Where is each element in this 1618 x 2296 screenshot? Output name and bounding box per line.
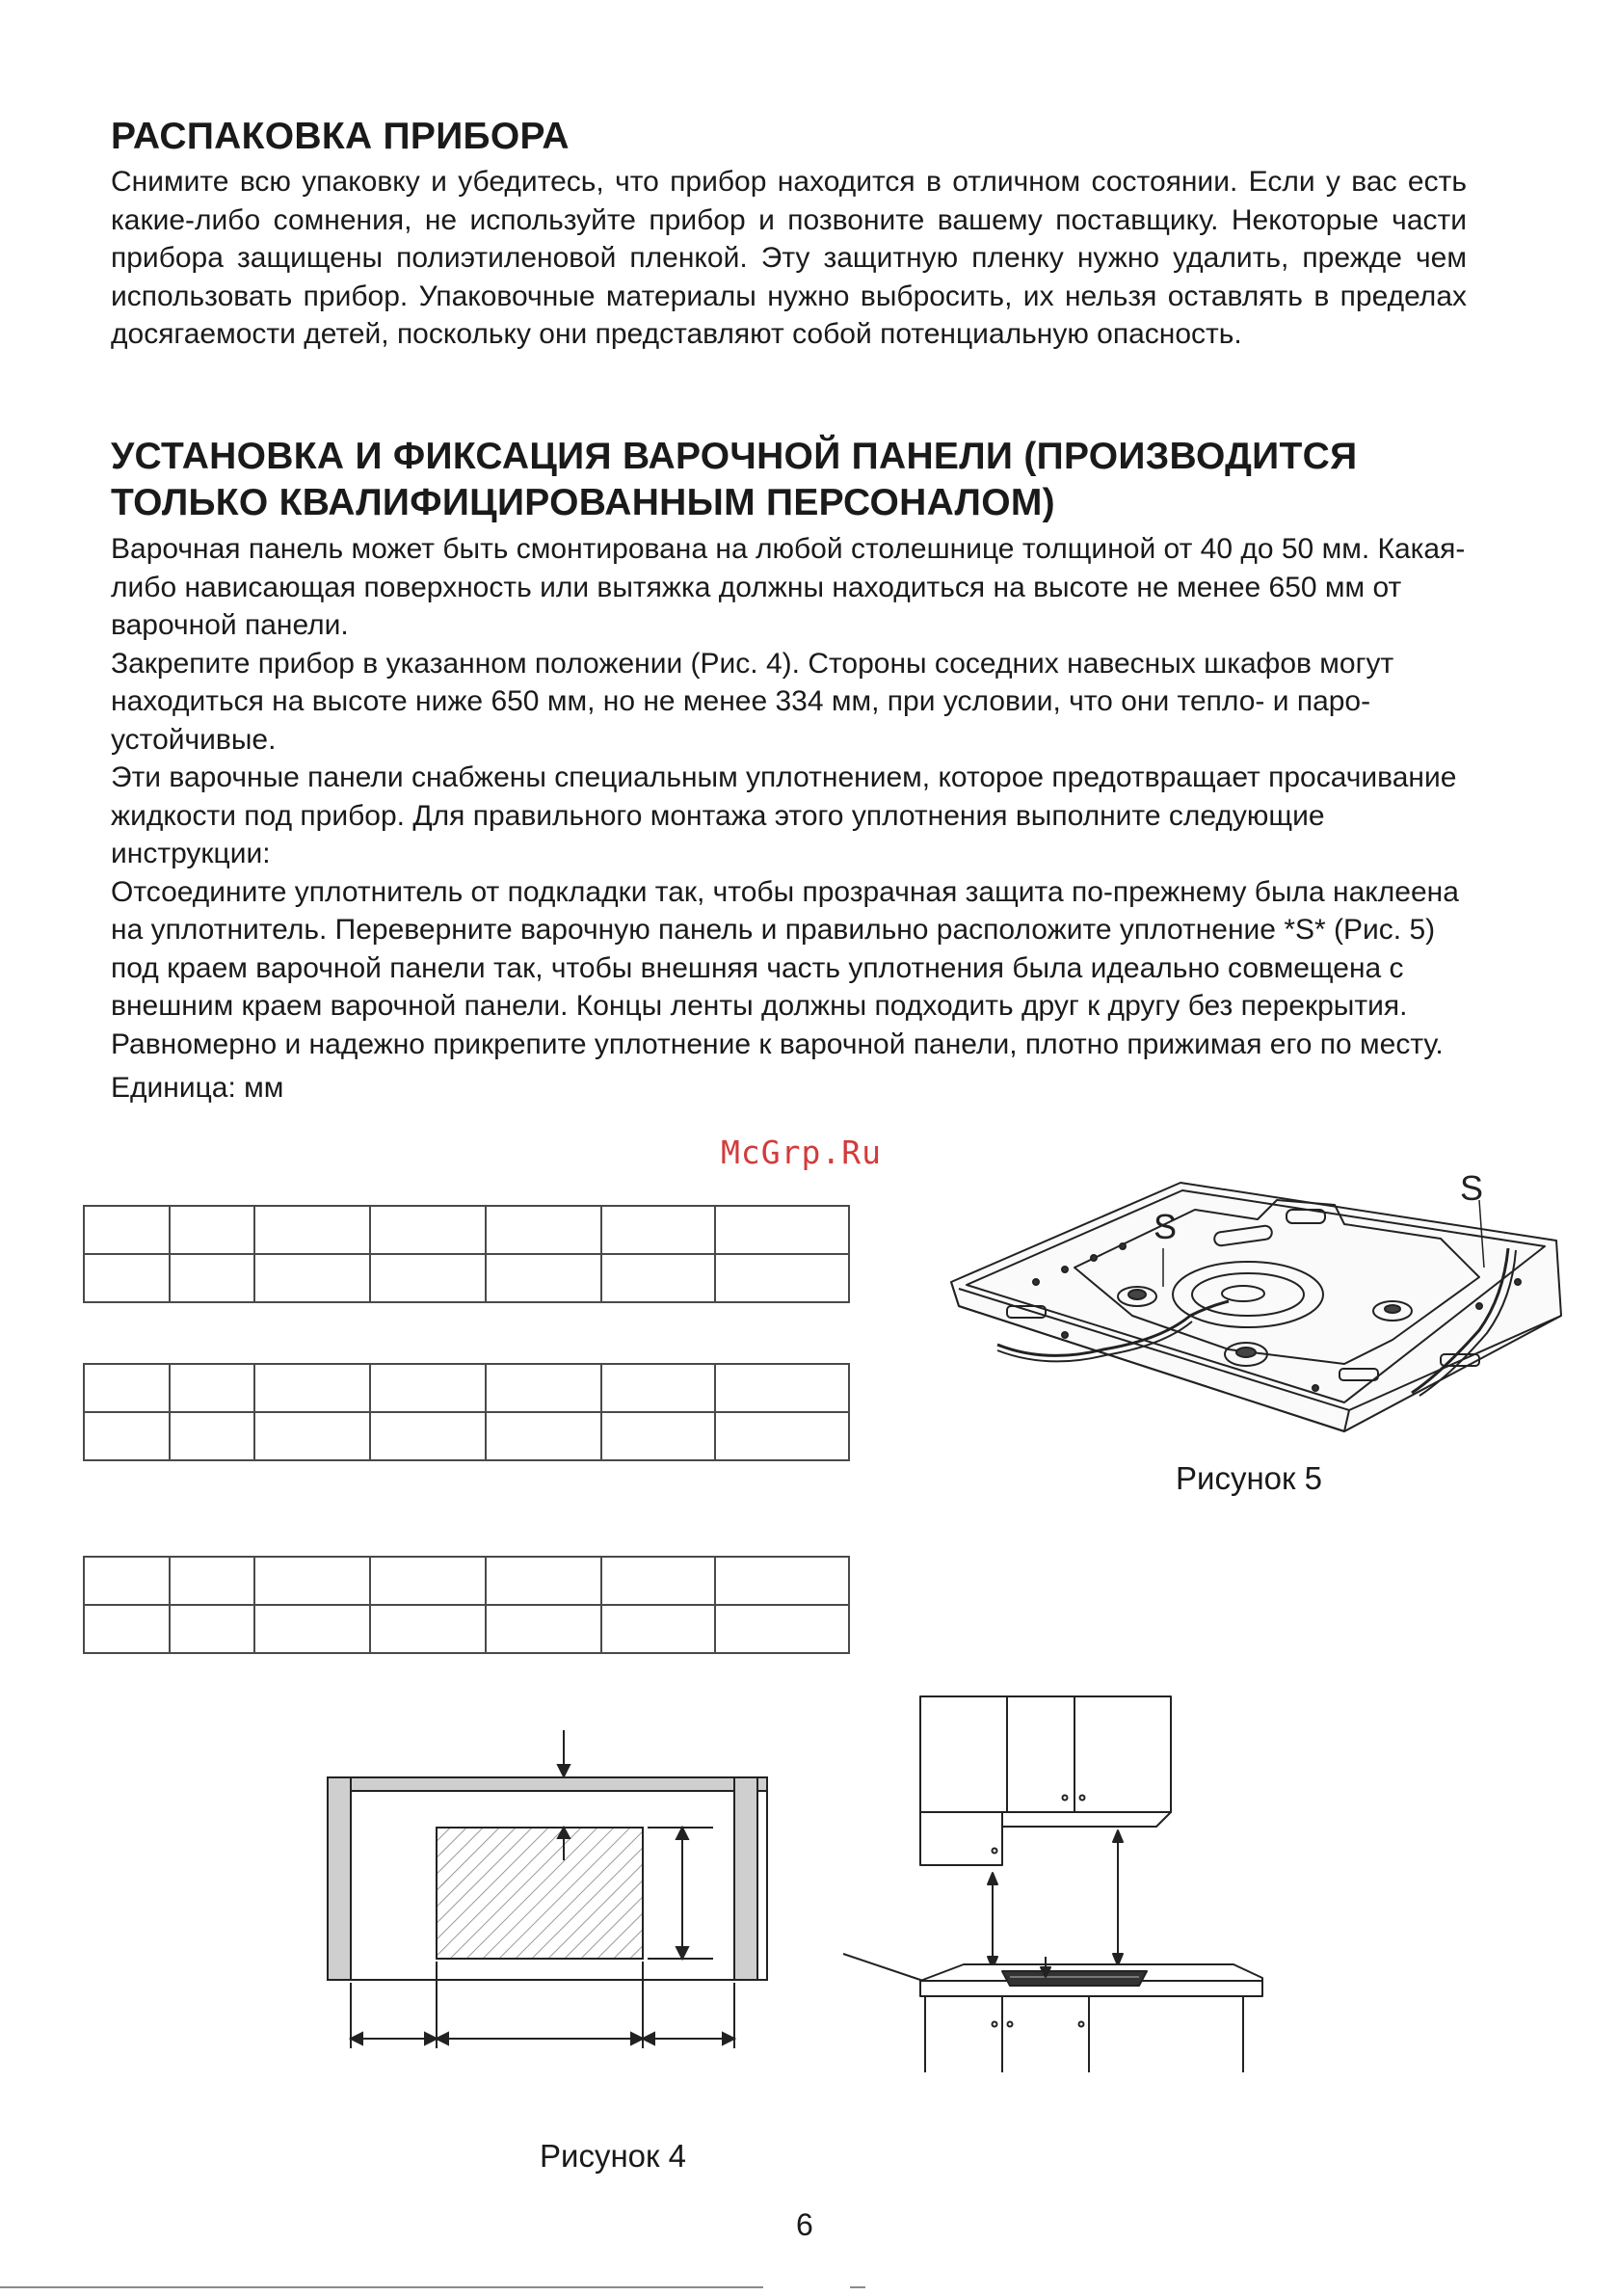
figure-5-caption: Рисунок 5 — [1176, 1460, 1322, 1496]
figure-5-label-s-left: S — [1154, 1207, 1178, 1246]
dimension-table-3 — [83, 1556, 850, 1654]
installation-body — [111, 530, 1470, 1108]
installation-paragraph-3: Эти варочные панели снабжены специальным уплотнением, которое предотвращает просачивание жидкости под прибор. Для правильного монтажа этого уплотнения выполните следующие инструкции: — [111, 761, 1457, 869]
kitchen-installation-drawing — [829, 1692, 1272, 2077]
table-row — [84, 1557, 849, 1605]
table-row — [84, 1364, 849, 1412]
installation-paragraph-2: Закрепите прибор в указанном положении (Рис. 4). Стороны соседних навесных шкафов могут находиться на высоте ниже 650 мм, но не менее 334 мм, при условии, что они тепло- и паро-устойчивые. — [111, 647, 1394, 756]
unit-note: Единица: мм — [111, 1072, 284, 1104]
table-row — [84, 1605, 849, 1653]
table-row — [84, 1254, 849, 1302]
table-row — [84, 1412, 849, 1460]
unpacking-heading: РАСПАКОВКА ПРИБОРА — [111, 116, 570, 157]
table-row — [84, 1206, 849, 1254]
installation-heading-line2: ТОЛЬКО КВАЛИФИЦИРОВАННЫМ ПЕРСОНАЛОМ) — [111, 482, 1055, 523]
figure-4-caption: Рисунок 4 — [540, 2138, 686, 2174]
dimension-table-1 — [83, 1205, 850, 1303]
unpacking-text: Снимите всю упаковку и убедитесь, что прибор находится в отличном состоянии. Если у вас есть какие-либо сомнения, не используйте прибор и позвоните вашему поставщику. Некоторые части прибора защищены полиэтиленовой пленкой. Эту защитную пленку нужно удалить, прежде чем использовать прибор. Упаковочные материалы нужно выбросить, их нельзя оставлять в пределах досягаемости детей, поскольку они представляют собой потенциальную опасность. — [111, 166, 1467, 350]
footer-line — [0, 2286, 763, 2288]
footer-line-right — [850, 2286, 865, 2288]
figure-5-hob-seal-drawing — [940, 1171, 1576, 1441]
figure-4-cutout-drawing — [318, 1730, 781, 2096]
figure-5-label-s-right: S — [1460, 1171, 1484, 1208]
installation-paragraph-1: Варочная панель может быть смонтирована на любой столешнице толщиной от 40 до 50 мм. Какая-либо нависающая поверхность или вытяжка должны находиться на высоте не менее 650 мм от варочной панели. — [111, 533, 1466, 641]
installation-heading-line1: УСТАНОВКА И ФИКСАЦИЯ ВАРОЧНОЙ ПАНЕЛИ (ПРОИЗВОДИТСЯ — [111, 436, 1358, 477]
dimension-table-2 — [83, 1363, 850, 1461]
watermark: McGrp.Ru — [721, 1134, 882, 1171]
page-number: 6 — [796, 2207, 813, 2242]
installation-paragraph-4: Отсоедините уплотнитель от подкладки так, чтобы прозрачная защита по-прежнему была наклеена на уплотнитель. Переверните варочную панель и правильно расположите уплотнение *S* (Рис. 5) под краем варочной панели так, чтобы внешняя часть уплотнения была идеально совмещена с внешним краем варочной панели. Концы ленты должны подходить друг к другу без перекрытия. Равномерно и надежно прикрепите уплотнение к варочной панели, плотно прижимая его по месту. — [111, 875, 1459, 1060]
